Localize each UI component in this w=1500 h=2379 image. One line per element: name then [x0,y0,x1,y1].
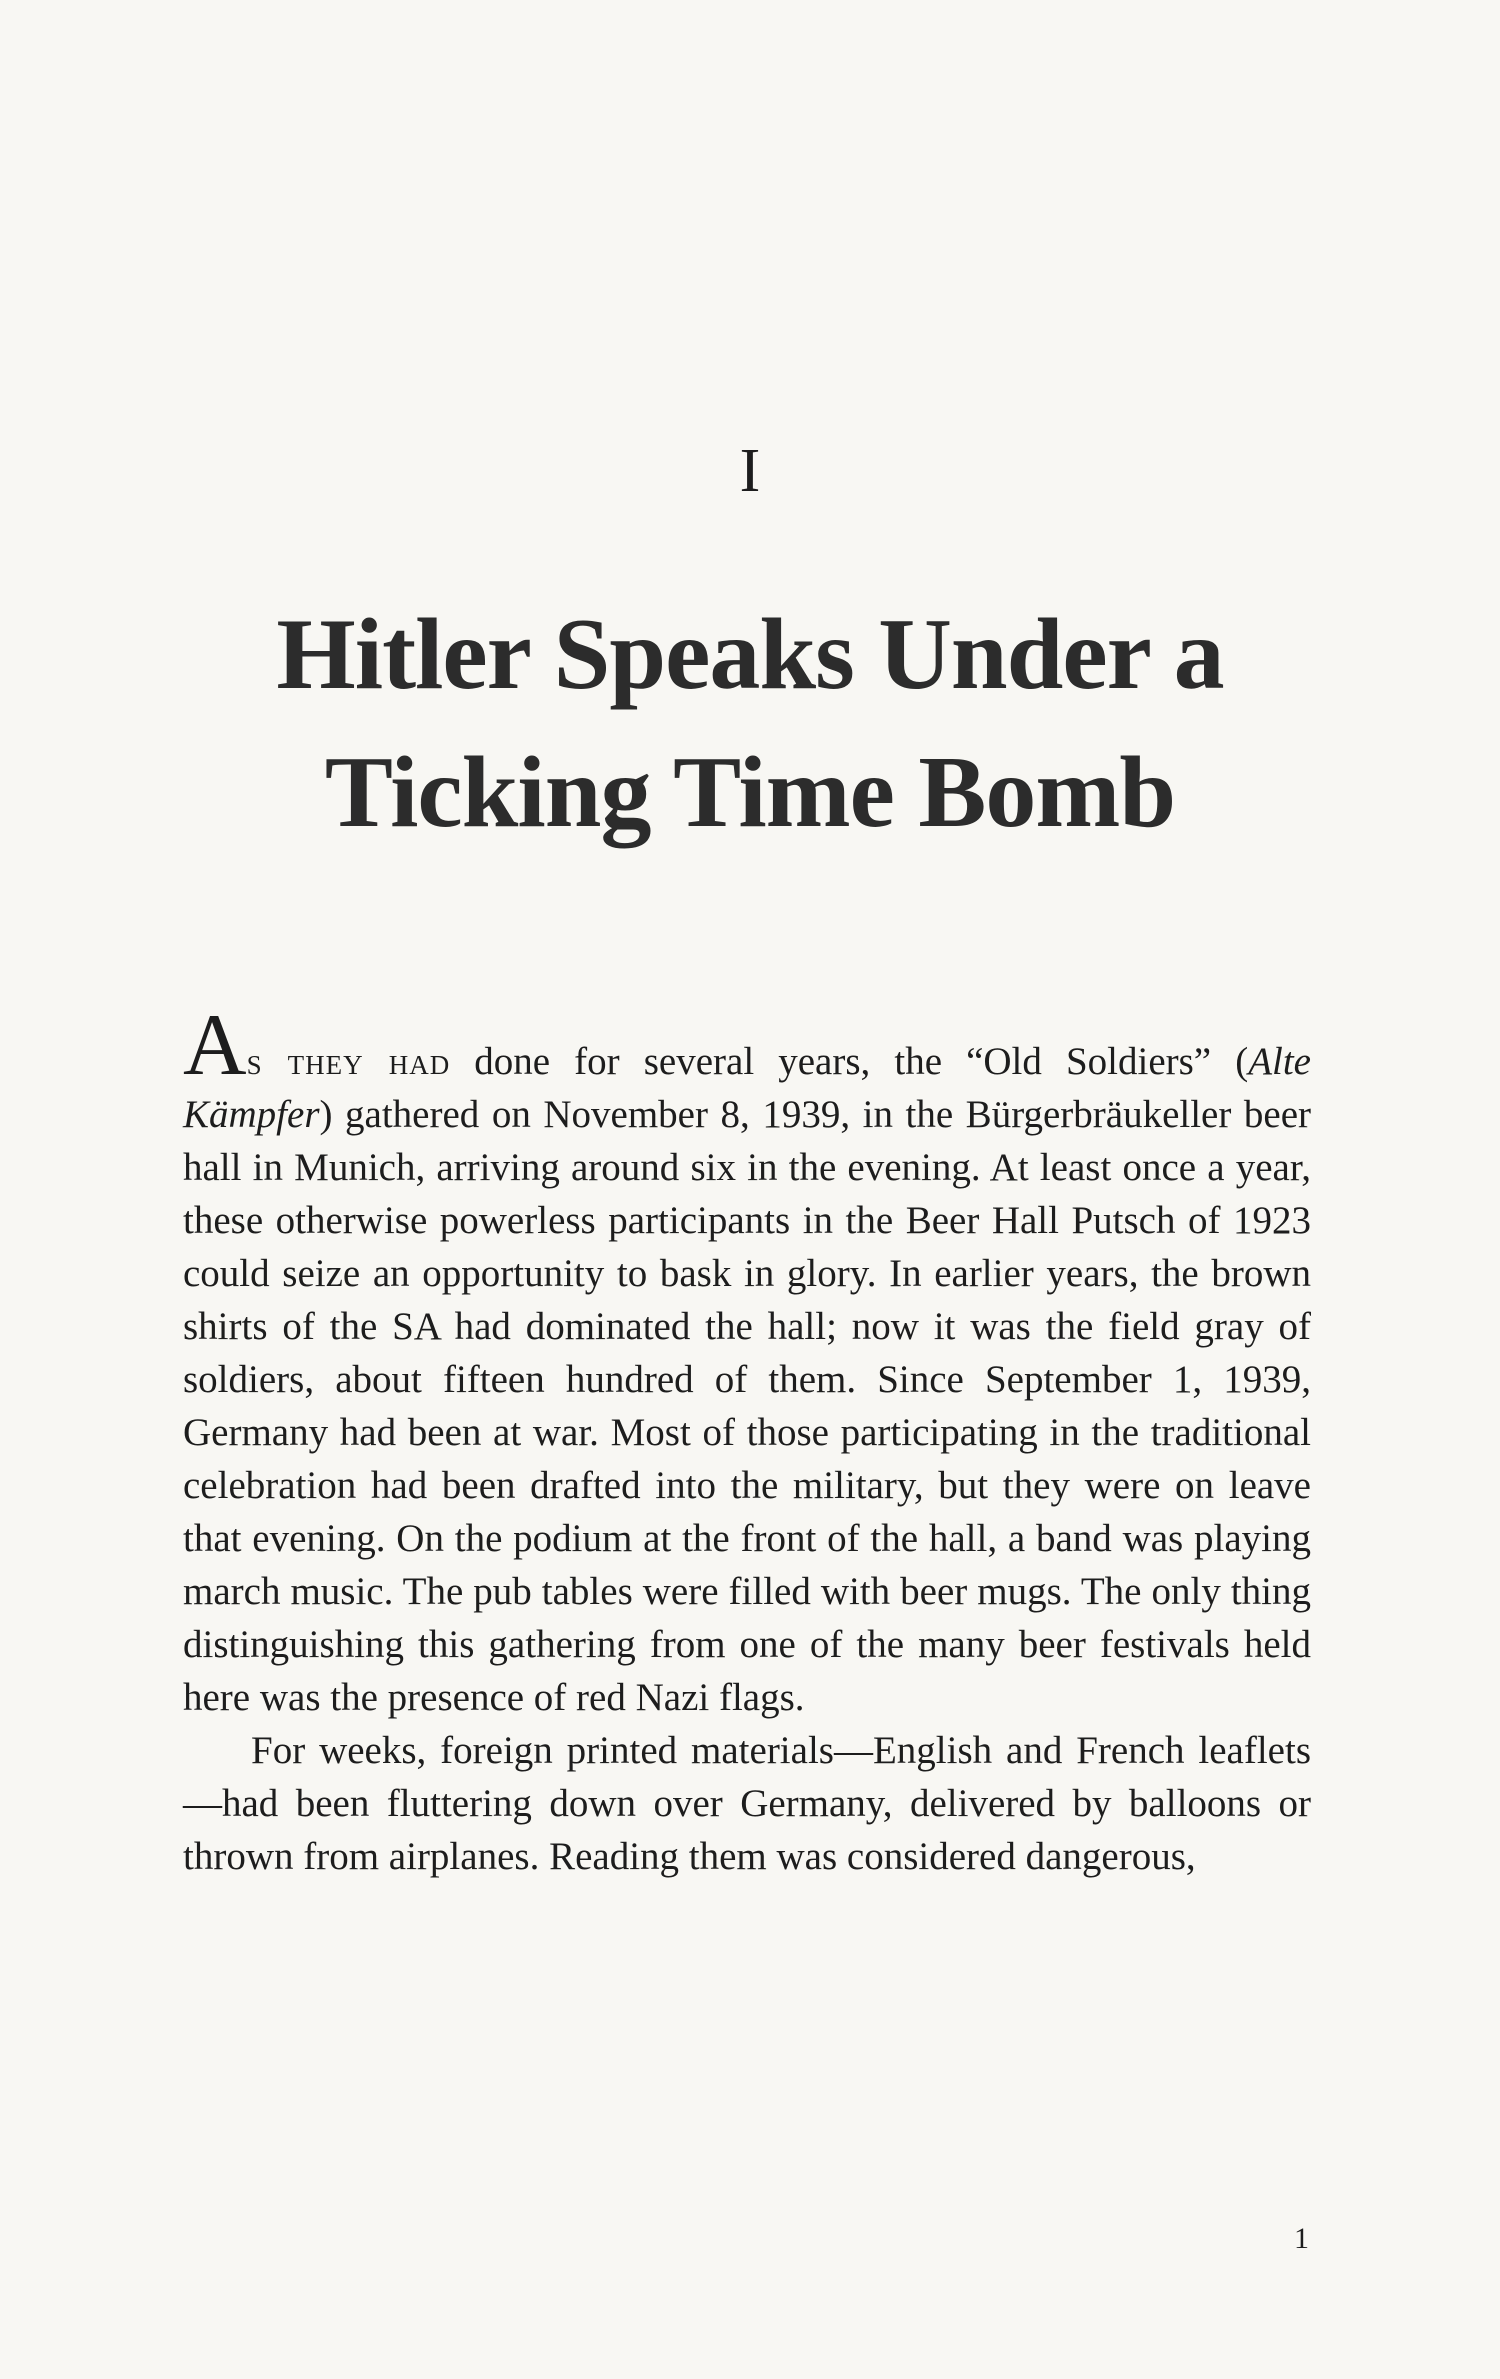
chapter-number: I [739,437,761,505]
chapter-title-line-2: Ticking Time Bomb [324,736,1176,849]
chapter-title-line-1: Hitler Speaks Under a [276,598,1224,711]
chapter-title [0,586,1500,862]
drop-cap: A [183,997,247,1094]
italic-term: Alte Kämpfer [183,1040,1311,1136]
paragraph-1-text-a: done for several years, the “Old Soldiers” ( [450,1040,1249,1083]
paragraph-1-text-b: ) gathered on November 8, 1939, in the Bürgerbräukeller beer hall in Munich, arriving around six in the evening. At least once a year, these otherwise powerless participants in the Beer Hall Putsch of 1923 could seize an opportunity to bask in glory. In earlier years, the brown shirts of the SA had dominated the hall; now it was the field gray of soldiers, about fifteen hundred of them. Since September 1, 1939, Germany had been at war. Most of those participating in the traditional celebration had been drafted into the military, but they were on leave that evening. On the podium at the front of the hall, a band was playing march music. The pub tables were filled with beer mugs. The only thing distinguishing this gathering from one of the many beer festivals held here was the presence of red Nazi flags. [183,1093,1311,1719]
paragraph-2: For weeks, foreign printed materials—English and French leaflets—had been fluttering down over Germany, delivered by balloons or thrown from airplanes. Reading them was considered dangerous, [183,1729,1311,1878]
body-text [183,997,1311,1883]
page-number: 1 [1294,2222,1309,2255]
lead-small-caps: s they had [246,1040,451,1083]
paragraph-1 [183,997,1311,1724]
